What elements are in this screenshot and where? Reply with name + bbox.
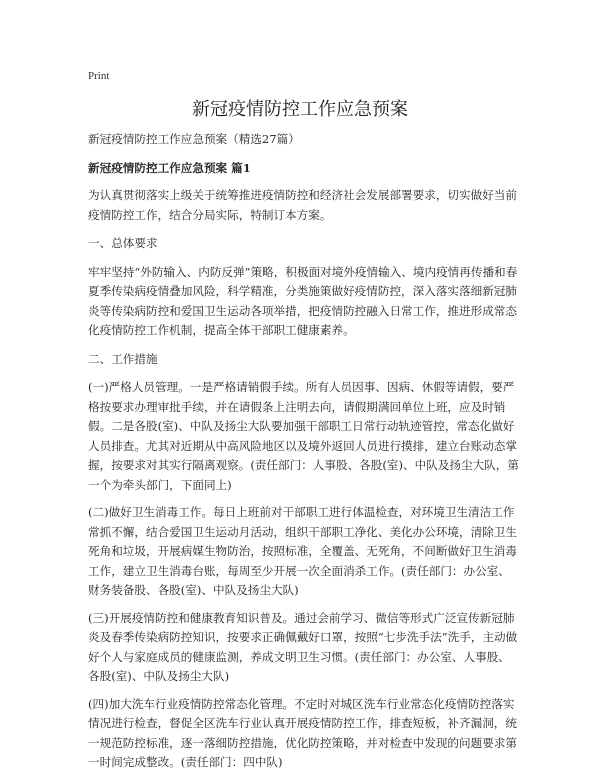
measure-item-personnel: (一)严格人员管理。一是严格请销假手续。所有人员因事、因病、休假等请假，要严格按要求办理审批手续，并在请假条上注明去向，请假期满回单位上班，应及时销假。二是各股(室)、中队及扬尘大队要加强干部职工日常行动轨迹管控，常态化做好人员排查。尤其对近期从中高风险地区以及境外返回人员进行摸排，建立台账动态掌握，按要求对其实行隔离观察。(责任部门：人事股、各股(室)、中队及扬尘大队，第一个为牵头部门，下面同上) — [88, 380, 519, 492]
section-body-general: 牢牢坚持“外防输入、内防反弹”策略，积极面对境外疫情输入、境内疫情再传播和春夏季传染病疫情叠加风险，科学精准，分类施策做好疫情防控，深入落实落细新冠肺炎等传染病防控和爱国卫生运动各项举措，把疫情防控融入日常工作，推进形成常态化疫情防控工作机制，提高全体干部职工健康素养。 — [88, 264, 518, 337]
section-heading-general: 一、总体要求 — [88, 236, 158, 250]
measure-item-disinfection: (二)做好卫生消毒工作。每日上班前对干部职工进行体温检查，对环境卫生清洁工作常抓不懈，结合爱国卫生运动月活动，组织干部职工净化、美化办公环境，清除卫生死角和垃圾，开展病媒生物防治，按照标准，全覆盖、无死角，不间断做好卫生消毒工作，建立卫生消毒台账，每周至少开展一次全面消杀工作。(责任部门：办公室、财务装备股、各股(室)、中队及扬尘大队) — [88, 505, 517, 597]
document-subtitle: 新冠疫情防控工作应急预案（精选27篇） — [88, 132, 300, 146]
page-title: 新冠疫情防控工作应急预案 — [192, 99, 408, 120]
measure-item-carwash: (四)加大洗车行业疫情防控常态化管理。不定时对城区洗车行业常态化疫情防控落实情况进行检查，督促全区洗车行业认真开展疫情防控工作，排查短板，补齐漏洞，统一规范防控标准，逐一落细防控措施，优化防控策略，并对检查中发现的问题要求第一时间完成整改。(责任部门：四中队) — [88, 696, 517, 769]
document-body — [88, 130, 520, 781]
article-heading: 新冠疫情防控工作应急预案 篇1 — [88, 160, 251, 175]
intro-paragraph: 为认真贯彻落实上级关于统筹推进疫情防控和经济社会发展部署要求，切实做好当前疫情防控工作，结合分局实际，特制订本方案。 — [88, 188, 517, 222]
print-link[interactable]: Print — [88, 70, 110, 82]
measure-item-education: (三)开展疫情防控和健康教育知识普及。通过会前学习、微信等形式广泛宣传新冠肺炎及春季传染病防控知识，按要求正确佩戴好口罩，按照“七步洗手法”洗手，主动做好个人与家庭成员的健康监测，养成文明卫生习惯。(责任部门：办公室、人事股、各股(室)、中队及扬尘大队) — [88, 610, 518, 683]
section-heading-measures: 二、工作措施 — [88, 351, 158, 366]
